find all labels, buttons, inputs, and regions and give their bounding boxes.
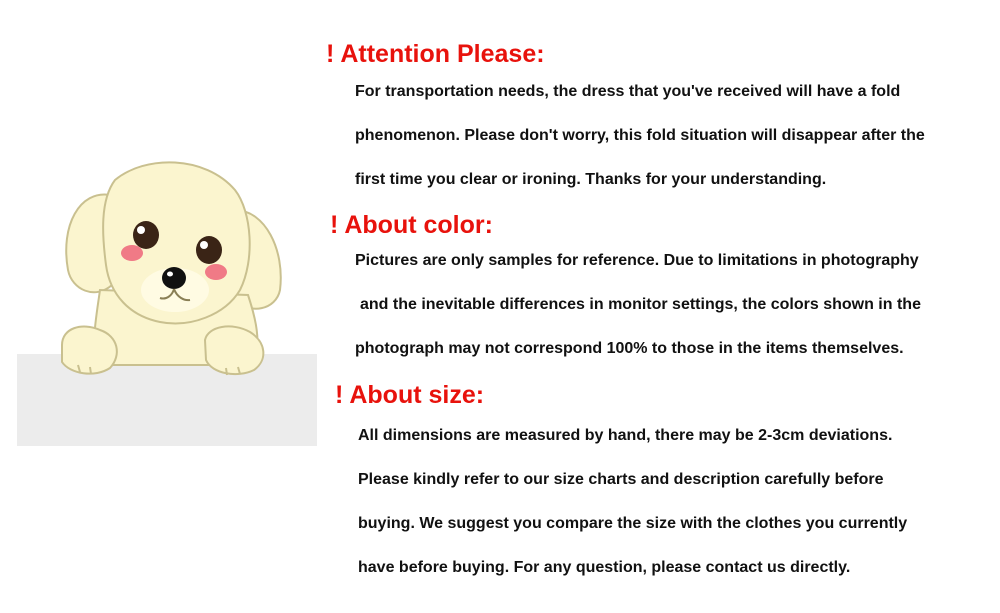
color-line-3: photograph may not correspond 100% to those in the items themselves.	[355, 340, 904, 357]
size-line-1: All dimensions are measured by hand, there may be 2-3cm deviations.	[358, 427, 893, 444]
attention-line-3: first time you clear or ironing. Thanks for your understanding.	[355, 171, 827, 188]
size-line-4: have before buying. For any question, please contact us directly.	[358, 559, 851, 576]
heading-about-color: ! About color:	[330, 211, 493, 239]
puppy-illustration	[0, 0, 330, 613]
attention-line-1: For transportation needs, the dress that you've received will have a fold	[355, 83, 901, 100]
heading-about-size: ! About size:	[335, 381, 485, 409]
size-line-2: Please kindly refer to our size charts and description carefully before	[358, 471, 884, 488]
color-line-2: and the inevitable differences in monitor settings, the colors shown in the	[360, 296, 921, 313]
color-line-1: Pictures are only samples for reference. Due to limitations in photography	[355, 252, 919, 269]
heading-attention: ! Attention Please:	[326, 40, 545, 68]
puppy-illustration-icon	[40, 150, 300, 390]
attention-line-2: phenomenon. Please don't worry, this fold situation will disappear after the	[355, 127, 925, 144]
size-line-3: buying. We suggest you compare the size with the clothes you currently	[358, 515, 908, 532]
